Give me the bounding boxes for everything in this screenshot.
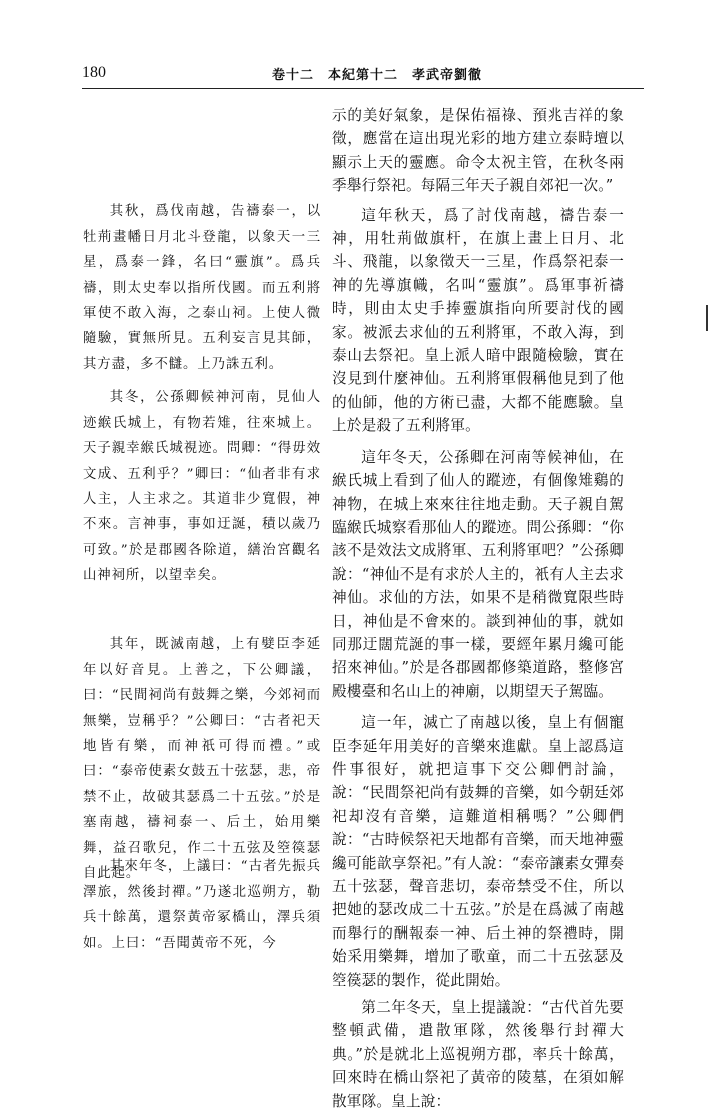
- margin-mark: [706, 305, 708, 331]
- translation-paragraph: 這年秋天，爲了討伐南越，禱告泰一神，用牡荊做旗杆，在旗上畫上日月、北斗、飛龍，以象徵天一三星，作爲祭祀泰一神的先導旗幟，名叫“靈旗”。爲軍事祈禱時，則由太史手捧靈旗指向所要討伐的國家。被派去求仙的五利將軍，不敢入海，到泰山去祭祀。皇上派人暗中跟隨檢驗，實在沒見到什麼神仙。五利將軍假稱他見到了他的仙師，他的方術已盡，大都不能應驗。皇上於是殺了五利將軍。: [332, 206, 624, 435]
- classical-paragraph: 其冬，公孫卿候神河南，見仙人迹緱氏城上，有物若雉，往來城上。天子親幸緱氏城視迹。問卿：“得毋效文成、五利乎？”卿曰：“仙者非有求人主，人主求之。其道非少寬假，神不來。言神事，事如迂誕，積以歲乃可致。”於是郡國各除道，繕治宮觀名山神祠所，以望幸矣。: [83, 390, 321, 584]
- translation-paragraph: 示的美好氣象，是保佑福祿、預兆吉祥的象徵，應當在這出現光彩的地方建立泰畤壇以顯示上天的靈應。命令太祝主管，在秋冬兩季舉行祭祀。每隔三年天子親自郊祀一次。”: [332, 107, 624, 195]
- classical-text-column: [83, 90, 321, 990]
- running-title: 卷十二 本紀第十二 孝武帝劉徹: [272, 68, 483, 83]
- translation-paragraph: 這年冬天，公孫卿在河南等候神仙，在緱氏城上看到了仙人的蹤迹，有個像雉鷄的神物，在城上來來往往地走動。天子親自駕臨緱氏城察看那仙人的蹤迹。問公孫卿：“你該不是效法文成將軍、五利將軍吧？”公孫卿說：“神仙不是有求於人主的，衹有人主去求神仙。求仙的方法，如果不是稍微寬限些時日，神仙是不會來的。談到神仙的事，就如同那迂闊荒誕的事一樣，要經年累月纔可能招來神仙。”於是各郡國都修築道路，整修宮殿樓臺和名山上的神廟，以期望天子駕臨。: [332, 448, 624, 700]
- translation-paragraph: 第二年冬天，皇上提議說：“古代首先要整頓武備，遣散軍隊，然後舉行封禪大典。”於是就北上巡視朔方郡，率兵十餘萬，回來時在橋山祭祀了黃帝的陵墓，在須如解散軍隊。皇上說：: [332, 999, 624, 1110]
- classical-paragraph: 其來年冬，上議曰：“古者先振兵澤旅，然後封禪。”乃遂北巡朔方，勒兵十餘萬，還祭黃帝冢橋山，澤兵須如。上曰：“吾聞黃帝不死，今: [83, 859, 321, 951]
- modern-translation-column: [332, 104, 624, 1113]
- classical-paragraph: 其年，既滅南越，上有嬖臣李延年以好音見。上善之，下公卿議，曰：“民間祠尚有鼓舞之樂，今郊祠而無樂，豈稱乎？”公卿曰：“古者祀天地皆有樂，而神祇可得而禮。”或曰：“泰帝使素女鼓五十弦瑟，悲，帝禁不止，故破其瑟爲二十五弦。”於是塞南越，禱祠泰一、后土，始用樂舞，益召歌兒，作二十五弦及箜篌瑟自此起。: [83, 637, 321, 882]
- translation-paragraph: 這一年，滅亡了南越以後，皇上有個寵臣李延年用美好的音樂來進獻。皇上認爲這件事很好，就把這事下交公卿們討論，說：“民間祭祀尚有鼓舞的音樂，如今朝廷郊祀却沒有音樂，這難道相稱嗎？”公卿們說：“古時候祭祀天地都有音樂，而天地神靈纔可能歆享祭祀。”有人說：“泰帝讓素女彈奏五十弦瑟，聲音悲切，泰帝禁受不住，所以把她的瑟改成二十五弦。”於是在爲滅了南越而舉行的酬報泰一神、后土神的祭禮時，開始采用樂舞，增加了歌童，而二十五弦瑟及箜篌瑟的製作，從此開始。: [332, 714, 624, 989]
- classical-paragraph: 其秋，爲伐南越，告禱泰一，以牡荊畫幡日月北斗登龍，以象天一三星，爲泰一鋒，名曰“靈旗”。爲兵禱，則太史奉以指所伐國。而五利將軍使不敢入海，之泰山祠。上使人微隨驗，實無所見。五利妄言見其師，其方盡，多不讎。上乃誅五利。: [83, 204, 321, 372]
- page-header: [82, 62, 642, 86]
- page-number: 180: [82, 64, 106, 81]
- header-rule: [82, 88, 644, 89]
